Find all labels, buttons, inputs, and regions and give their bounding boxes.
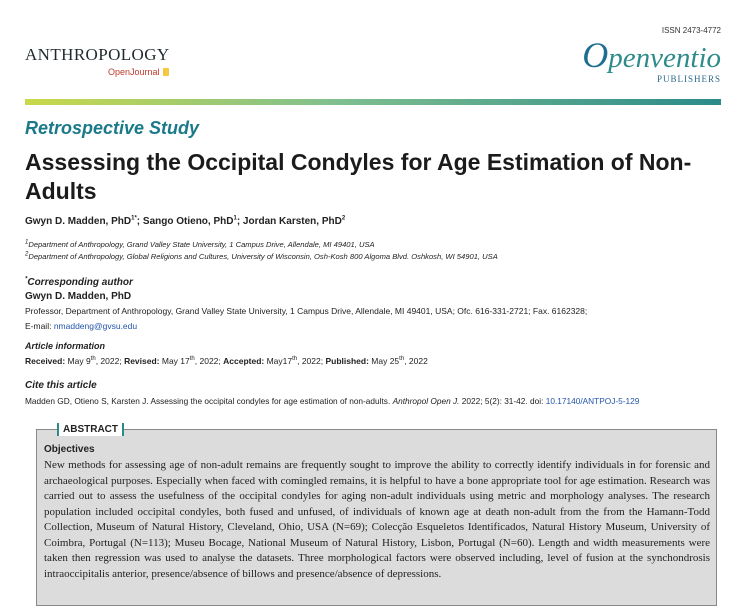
abstract-label: ABSTRACT (57, 423, 124, 436)
revised-year: , 2022; (194, 356, 224, 366)
published-date: May 25 (368, 356, 400, 366)
author-superscript: 1 (233, 215, 237, 222)
author-name: Gwyn D. Madden, PhD (25, 216, 132, 227)
affiliation-2 (25, 252, 498, 261)
revised-label: Revised: (124, 356, 160, 366)
citation-body: Madden GD, Otieno S, Karsten J. Assessing the occipital condyles for age estimation of non-adults. (25, 396, 393, 406)
accepted-year: , 2022; (297, 356, 326, 366)
published-label: Published: (325, 356, 369, 366)
published-year: , 2022 (404, 356, 428, 366)
citation-journal: Anthropol Open J. (392, 396, 460, 406)
issn-number: ISSN 2473-4772 (661, 26, 721, 35)
corresponding-superscript: * (25, 276, 28, 283)
journal-name: ANTHROPOLOGY (25, 45, 170, 64)
article-info-label: Article information (25, 341, 106, 351)
email-label: E-mail: (25, 321, 54, 331)
journal-logo-icon (163, 68, 169, 76)
publisher-name-text: penventio (608, 42, 721, 74)
revised-date: May 17 (159, 356, 190, 366)
received-year: , 2022; (95, 356, 125, 366)
publisher-name (582, 35, 721, 75)
received-label: Received: (25, 356, 66, 366)
author-separator: ; (136, 216, 143, 227)
corresponding-author-email (25, 321, 137, 331)
accepted-date: May17 (264, 356, 293, 366)
objectives-text: New methods for assessing age of non-adult remains are frequently sought to improve the ability to correctly identify individuals in for forensic and archaeological purposes. Especially when faced with comingled remains, it is helpful to have a bone appropriate tool for age estimation. Research was carried out to assess the usefulness of the occipital condyles for aging non-adult individuals using metric and morphology analyses. The research population included occipital condyles, both fused and unfused, of individuals of known age at death non-adult from the from the Hamann-Todd Collection, Museum of Natural History, Cleveland, Ohio, USA (N=69); Colecção Esqueletos Identificados, Natural History Museum, University of Coimbra, Portugal (N=113); Museu Bocage, National Museum of Natural History, Lisbon, Portugal (N=60). Length and width measurements were taken then regression was used to analyse the datasets. Three morphological factors were observed including, level of fusion at the synchondrosis intraoccipitalis anterior, presence/absence of billows and presence/absence of depressions. (44, 459, 710, 580)
author-superscript: 1* (131, 215, 137, 222)
cite-label: Cite this article (25, 380, 97, 391)
corresponding-author-label (25, 277, 133, 288)
accepted-suffix: th (292, 356, 298, 363)
publisher-initial: O (582, 35, 609, 75)
article-title: Assessing the Occipital Condyles for Age Estimation of Non-Adults (25, 149, 692, 204)
journal-subtitle (108, 67, 169, 77)
author-name: Jordan Karsten, PhD (242, 216, 342, 227)
accepted-label: Accepted: (223, 356, 265, 366)
objectives-heading: Objectives (44, 444, 95, 455)
affiliation-superscript: 2 (25, 251, 29, 258)
publisher-logo (582, 35, 721, 84)
received-suffix: th (90, 356, 96, 363)
header-divider (25, 99, 721, 105)
published-suffix: th (399, 356, 405, 363)
publisher-subtitle: PUBLISHERS (656, 74, 721, 84)
email-link[interactable]: nmaddeng@gvsu.edu (53, 321, 138, 331)
doi-link[interactable]: 10.17140/ANTPOJ-5-129 (545, 396, 640, 406)
article-dates (25, 356, 428, 366)
author-list (25, 216, 345, 227)
author-superscript: 2 (341, 215, 346, 222)
revised-suffix: th (189, 356, 195, 363)
citation-text (25, 396, 639, 406)
citation-details: 2022; 5(2): 31-42. doi: (459, 396, 546, 406)
affiliation-text: Department of Anthropology, Global Religions and Cultures, University of Wisconsin, Osh-Kosh 800 Algoma Blvd. Oshkosh, WI 54901, USA (28, 252, 498, 261)
author-separator: ; (236, 216, 243, 227)
corresponding-label-text: Corresponding author (27, 277, 133, 288)
corresponding-author-address: Professor, Department of Anthropology, Grand Valley State University, 1 Campus Drive, Allendale, MI 49401, USA; Ofc. 616-331-2721; Fax. 6162328; (25, 306, 588, 316)
affiliation-text: Department of Anthropology, Grand Valley State University, 1 Campus Drive, Allendale, MI 49401, USA (28, 240, 375, 249)
received-date: May 9 (65, 356, 91, 366)
author-name: Sango Otieno, PhD (142, 216, 234, 227)
corresponding-author-name: Gwyn D. Madden, PhD (25, 291, 132, 302)
affiliation-1 (25, 240, 375, 249)
article-type: Retrospective Study (25, 118, 200, 138)
journal-subtitle-text: OpenJournal (108, 67, 160, 77)
affiliation-superscript: 1 (25, 239, 29, 246)
